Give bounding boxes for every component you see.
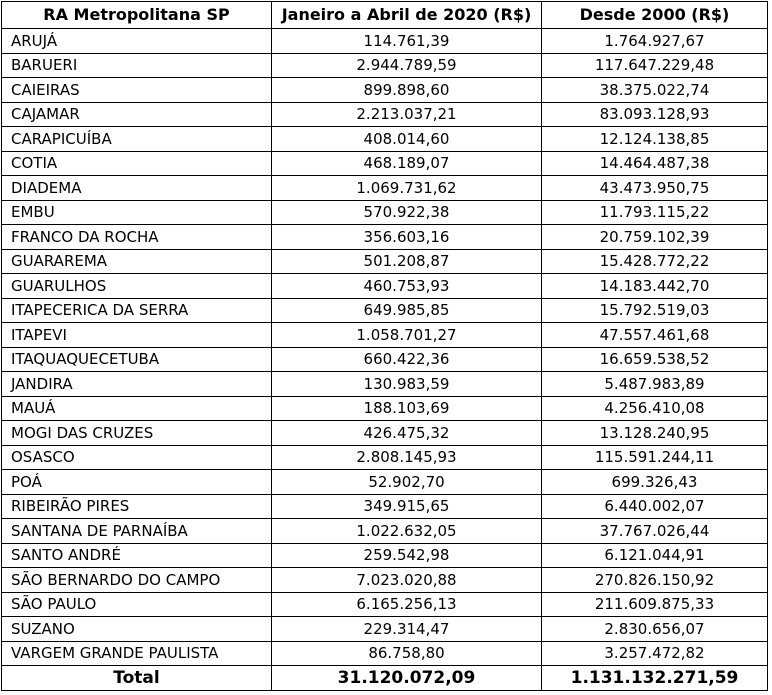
jan-abr-2020-cell: 114.761,39 <box>272 29 542 54</box>
total-label: Total <box>2 666 272 691</box>
desde-2000-cell: 20.759.102,39 <box>542 225 768 250</box>
table-row <box>2 568 768 593</box>
jan-abr-2020-cell: 408.014,60 <box>272 127 542 152</box>
desde-2000-cell: 15.792.519,03 <box>542 298 768 323</box>
table-row <box>2 274 768 299</box>
total-desde-2000: 1.131.132.271,59 <box>542 666 768 691</box>
municipality-cell: CARAPICUÍBA <box>2 127 272 152</box>
municipality-cell: MAUÁ <box>2 396 272 421</box>
desde-2000-cell: 16.659.538,52 <box>542 347 768 372</box>
desde-2000-cell: 14.464.487,38 <box>542 151 768 176</box>
jan-abr-2020-cell: 356.603,16 <box>272 225 542 250</box>
municipality-cell: CAJAMAR <box>2 102 272 127</box>
table-row <box>2 323 768 348</box>
jan-abr-2020-cell: 259.542,98 <box>272 543 542 568</box>
table-row <box>2 445 768 470</box>
desde-2000-cell: 13.128.240,95 <box>542 421 768 446</box>
municipality-cell: SANTANA DE PARNAÍBA <box>2 519 272 544</box>
municipality-cell: EMBU <box>2 200 272 225</box>
municipality-cell: OSASCO <box>2 445 272 470</box>
table-row <box>2 421 768 446</box>
desde-2000-cell: 12.124.138,85 <box>542 127 768 152</box>
table-row <box>2 53 768 78</box>
desde-2000-cell: 211.609.875,33 <box>542 592 768 617</box>
desde-2000-cell: 3.257.472,82 <box>542 641 768 666</box>
table-row <box>2 29 768 54</box>
table-row <box>2 78 768 103</box>
header-row <box>2 2 768 29</box>
desde-2000-cell: 37.767.026,44 <box>542 519 768 544</box>
table-row <box>2 127 768 152</box>
municipality-cell: BARUERI <box>2 53 272 78</box>
jan-abr-2020-cell: 468.189,07 <box>272 151 542 176</box>
table-row <box>2 249 768 274</box>
header-jan-abr-2020: Janeiro a Abril de 2020 (R$) <box>272 2 542 29</box>
municipality-cell: SUZANO <box>2 617 272 642</box>
desde-2000-cell: 6.121.044,91 <box>542 543 768 568</box>
desde-2000-cell: 4.256.410,08 <box>542 396 768 421</box>
jan-abr-2020-cell: 2.944.789,59 <box>272 53 542 78</box>
municipality-cell: VARGEM GRANDE PAULISTA <box>2 641 272 666</box>
municipality-cell: COTIA <box>2 151 272 176</box>
desde-2000-cell: 15.428.772,22 <box>542 249 768 274</box>
table-row <box>2 470 768 495</box>
jan-abr-2020-cell: 52.902,70 <box>272 470 542 495</box>
table-row <box>2 298 768 323</box>
jan-abr-2020-cell: 1.058.701,27 <box>272 323 542 348</box>
jan-abr-2020-cell: 570.922,38 <box>272 200 542 225</box>
desde-2000-cell: 6.440.002,07 <box>542 494 768 519</box>
desde-2000-cell: 38.375.022,74 <box>542 78 768 103</box>
jan-abr-2020-cell: 501.208,87 <box>272 249 542 274</box>
table-row <box>2 225 768 250</box>
header-region: RA Metropolitana SP <box>2 2 272 29</box>
municipality-cell: JANDIRA <box>2 372 272 397</box>
royalties-table <box>1 1 768 691</box>
municipality-cell: FRANCO DA ROCHA <box>2 225 272 250</box>
table-row <box>2 347 768 372</box>
desde-2000-cell: 699.326,43 <box>542 470 768 495</box>
desde-2000-cell: 14.183.442,70 <box>542 274 768 299</box>
jan-abr-2020-cell: 7.023.020,88 <box>272 568 542 593</box>
jan-abr-2020-cell: 349.915,65 <box>272 494 542 519</box>
desde-2000-cell: 11.793.115,22 <box>542 200 768 225</box>
table-row <box>2 592 768 617</box>
municipality-cell: POÁ <box>2 470 272 495</box>
municipality-cell: GUARULHOS <box>2 274 272 299</box>
municipality-cell: SANTO ANDRÉ <box>2 543 272 568</box>
jan-abr-2020-cell: 899.898,60 <box>272 78 542 103</box>
table-row <box>2 151 768 176</box>
jan-abr-2020-cell: 229.314,47 <box>272 617 542 642</box>
table-row <box>2 617 768 642</box>
desde-2000-cell: 2.830.656,07 <box>542 617 768 642</box>
jan-abr-2020-cell: 460.753,93 <box>272 274 542 299</box>
municipality-cell: GUARAREMA <box>2 249 272 274</box>
jan-abr-2020-cell: 1.069.731,62 <box>272 176 542 201</box>
municipality-cell: ITAQUAQUECETUBA <box>2 347 272 372</box>
municipality-cell: CAIEIRAS <box>2 78 272 103</box>
desde-2000-cell: 83.093.128,93 <box>542 102 768 127</box>
table-row <box>2 372 768 397</box>
table-row <box>2 396 768 421</box>
jan-abr-2020-cell: 2.213.037,21 <box>272 102 542 127</box>
jan-abr-2020-cell: 1.022.632,05 <box>272 519 542 544</box>
total-row <box>2 666 768 691</box>
municipality-cell: RIBEIRÃO PIRES <box>2 494 272 519</box>
table-row <box>2 543 768 568</box>
table-row <box>2 641 768 666</box>
desde-2000-cell: 1.764.927,67 <box>542 29 768 54</box>
jan-abr-2020-cell: 6.165.256,13 <box>272 592 542 617</box>
table-row <box>2 102 768 127</box>
municipality-cell: ITAPEVI <box>2 323 272 348</box>
municipality-cell: SÃO BERNARDO DO CAMPO <box>2 568 272 593</box>
municipality-cell: ARUJÁ <box>2 29 272 54</box>
jan-abr-2020-cell: 660.422,36 <box>272 347 542 372</box>
municipality-cell: MOGI DAS CRUZES <box>2 421 272 446</box>
jan-abr-2020-cell: 86.758,80 <box>272 641 542 666</box>
table-body <box>2 29 768 666</box>
desde-2000-cell: 270.826.150,92 <box>542 568 768 593</box>
jan-abr-2020-cell: 188.103,69 <box>272 396 542 421</box>
jan-abr-2020-cell: 426.475,32 <box>272 421 542 446</box>
municipality-cell: DIADEMA <box>2 176 272 201</box>
header-desde-2000: Desde 2000 (R$) <box>542 2 768 29</box>
desde-2000-cell: 5.487.983,89 <box>542 372 768 397</box>
desde-2000-cell: 47.557.461,68 <box>542 323 768 348</box>
desde-2000-cell: 43.473.950,75 <box>542 176 768 201</box>
municipality-cell: SÃO PAULO <box>2 592 272 617</box>
table-row <box>2 494 768 519</box>
jan-abr-2020-cell: 2.808.145,93 <box>272 445 542 470</box>
table-row <box>2 200 768 225</box>
jan-abr-2020-cell: 649.985,85 <box>272 298 542 323</box>
jan-abr-2020-cell: 130.983,59 <box>272 372 542 397</box>
desde-2000-cell: 115.591.244,11 <box>542 445 768 470</box>
total-jan-abr-2020: 31.120.072,09 <box>272 666 542 691</box>
municipality-cell: ITAPECERICA DA SERRA <box>2 298 272 323</box>
table-row <box>2 176 768 201</box>
table-row <box>2 519 768 544</box>
desde-2000-cell: 117.647.229,48 <box>542 53 768 78</box>
